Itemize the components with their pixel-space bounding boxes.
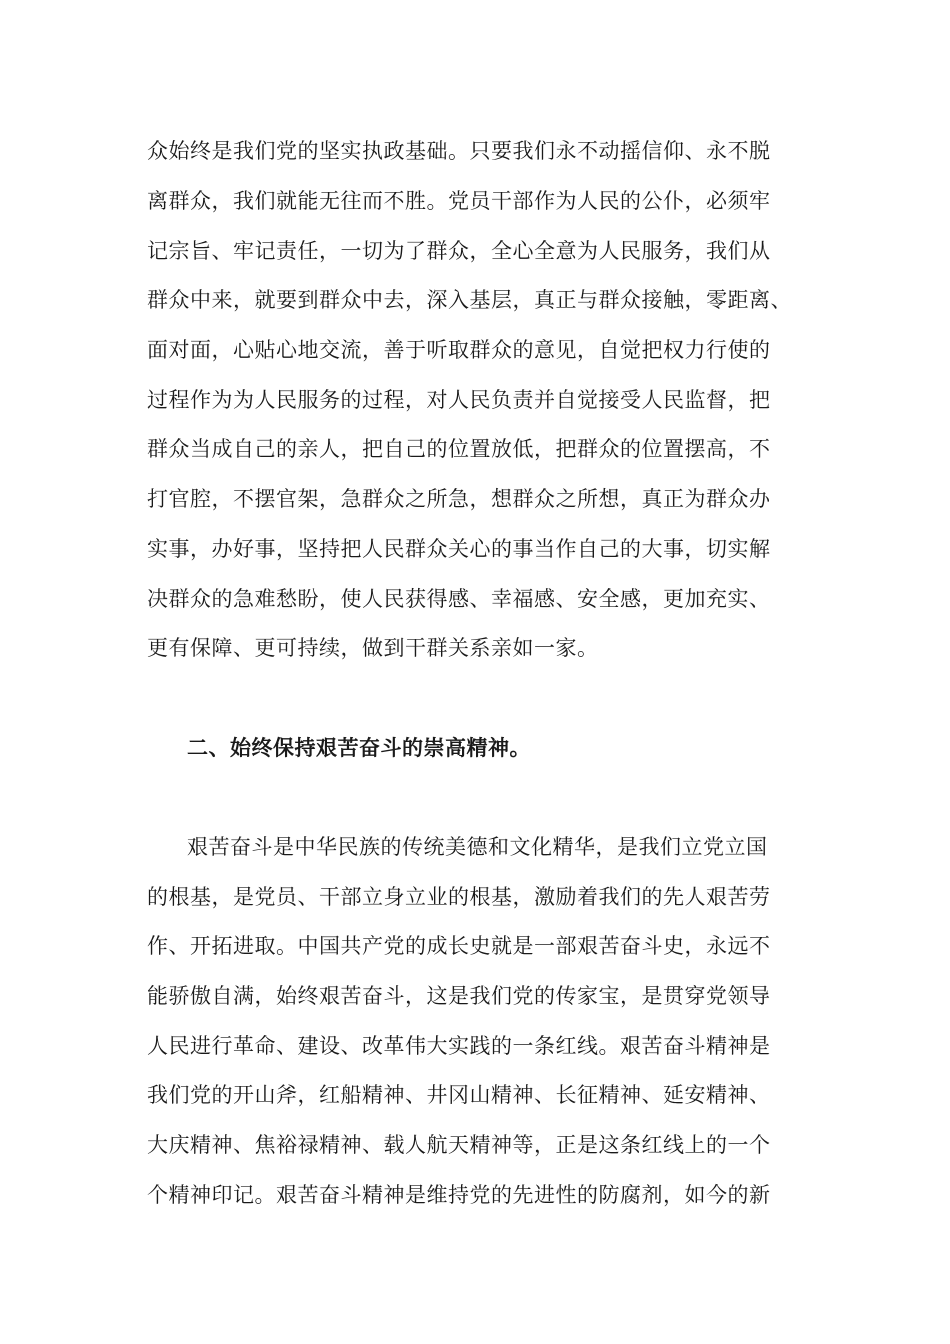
paragraph-line: 面对面，心贴心地交流，善于听取群众的意见，自觉把权力行使的 — [147, 338, 771, 362]
paragraph-line: 群众中来，就要到群众中去，深入基层，真正与群众接触，零距离、 — [147, 288, 792, 312]
paragraph-line: 大庆精神、焦裕禄精神、载人航天精神等，正是这条红线上的一个 — [147, 1133, 771, 1157]
paragraph-line: 决群众的急难愁盼，使人民获得感、幸福感、安全感，更加充实、 — [147, 587, 771, 611]
paragraph-line: 众始终是我们党的坚实执政基础。只要我们永不动摇信仰、永不脱 — [147, 139, 771, 163]
paragraph-line: 我们党的开山斧，红船精神、井冈山精神、长征精神、延安精神、 — [147, 1083, 771, 1107]
paragraph-line: 的根基，是党员、干部立身立业的根基，激励着我们的先人艰苦劳 — [147, 885, 771, 909]
paragraph-line: 实事，办好事，坚持把人民群众关心的事当作自己的大事，切实解 — [147, 537, 771, 561]
paragraph-line: 个精神印记。艰苦奋斗精神是维持党的先进性的防腐剂，如今的新 — [147, 1183, 771, 1207]
paragraph-line: 过程作为为人民服务的过程，对人民负责并自觉接受人民监督，把 — [147, 388, 771, 412]
paragraph-line: 作、开拓进取。中国共产党的成长史就是一部艰苦奋斗史，永远不 — [147, 934, 771, 958]
paragraph-line: 艰苦奋斗是中华民族的传统美德和文化精华，是我们立党立国 — [187, 835, 768, 859]
paragraph-line: 更有保障、更可持续，做到干群关系亲如一家。 — [147, 636, 599, 660]
paragraph-line: 离群众，我们就能无往而不胜。党员干部作为人民的公仆，必须牢 — [147, 189, 771, 213]
paragraph-line: 人民进行革命、建设、改革伟大实践的一条红线。艰苦奋斗精神是 — [147, 1034, 771, 1058]
paragraph-line: 记宗旨、牢记责任，一切为了群众，全心全意为人民服务，我们从 — [147, 239, 771, 263]
paragraph-line: 群众当成自己的亲人，把自己的位置放低，把群众的位置摆高，不 — [147, 437, 771, 461]
paragraph-line: 能骄傲自满，始终艰苦奋斗，这是我们党的传家宝，是贯穿党领导 — [147, 984, 771, 1008]
paragraph-line: 打官腔，不摆官架，急群众之所急，想群众之所想，真正为群众办 — [147, 487, 771, 511]
section-heading: 二、始终保持艰苦奋斗的崇高精神。 — [187, 736, 531, 760]
